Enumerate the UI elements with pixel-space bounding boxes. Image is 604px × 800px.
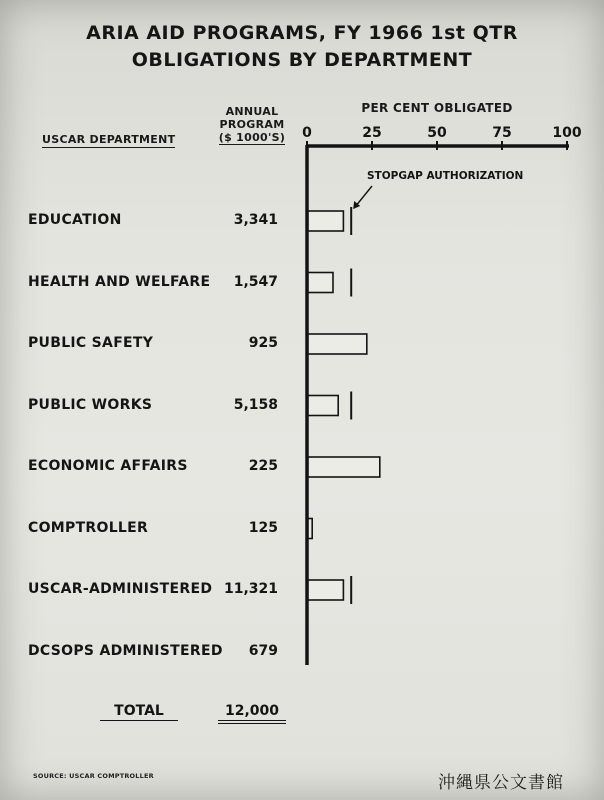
annual-program-value: 3,341 [233, 212, 278, 228]
x-tick-label-75: 75 [492, 125, 512, 141]
bar-economic-affairs [308, 457, 380, 477]
annual-program-value: 5,158 [233, 396, 278, 413]
annual-program-value: 11,321 [223, 581, 278, 597]
bar-health-and-welfare [308, 273, 333, 293]
bar-public-safety [308, 334, 367, 354]
total-label: TOTAL [100, 703, 178, 721]
department-label: USCAR-ADMINISTERED [28, 581, 213, 597]
annual-program-value: 679 [248, 642, 278, 659]
stopgap-annotation-label: STOPGAP AUTHORIZATION [367, 170, 524, 182]
department-label: COMPTROLLER [28, 519, 149, 536]
x-tick-label-100: 100 [552, 125, 582, 141]
x-tick-label-0: 0 [302, 125, 312, 141]
annual-program-value: 1,547 [233, 273, 278, 290]
program-header-line-1: ANNUAL [225, 105, 279, 118]
bar-comptroller [308, 519, 312, 539]
program-header-line-2: PROGRAM [219, 118, 285, 131]
department-label: PUBLIC SAFETY [28, 335, 154, 351]
bar-uscar-administered [308, 580, 343, 600]
annual-program-value: 225 [248, 458, 278, 474]
annual-program-value: 125 [248, 519, 278, 536]
annual-program-value: 925 [248, 335, 278, 351]
department-label: HEALTH AND WELFARE [28, 273, 211, 290]
department-column-header: USCAR DEPARTMENT [42, 133, 176, 146]
chart-title: ARIA AID PROGRAMS, FY 1966 1st QTR [86, 22, 518, 44]
department-label: ECONOMIC AFFAIRS [28, 458, 188, 474]
bar-public-works [308, 396, 338, 416]
percent-axis-label: PER CENT OBLIGATED [361, 101, 513, 115]
department-label: PUBLIC WORKS [28, 396, 153, 413]
bar-education [308, 211, 343, 231]
archive-watermark: 沖縄県公文書館 [438, 773, 564, 793]
chart-subtitle: OBLIGATIONS BY DEPARTMENT [131, 49, 473, 71]
department-label: DCSOPS ADMINISTERED [28, 642, 223, 659]
department-label: EDUCATION [28, 212, 122, 228]
total-value: 12,000 [218, 703, 286, 724]
x-tick-label-50: 50 [427, 125, 447, 141]
program-header-units: ($ 1000'S) [218, 131, 286, 144]
source-note: SOURCE: USCAR COMPTROLLER [33, 772, 154, 780]
x-tick-label-25: 25 [362, 125, 382, 141]
